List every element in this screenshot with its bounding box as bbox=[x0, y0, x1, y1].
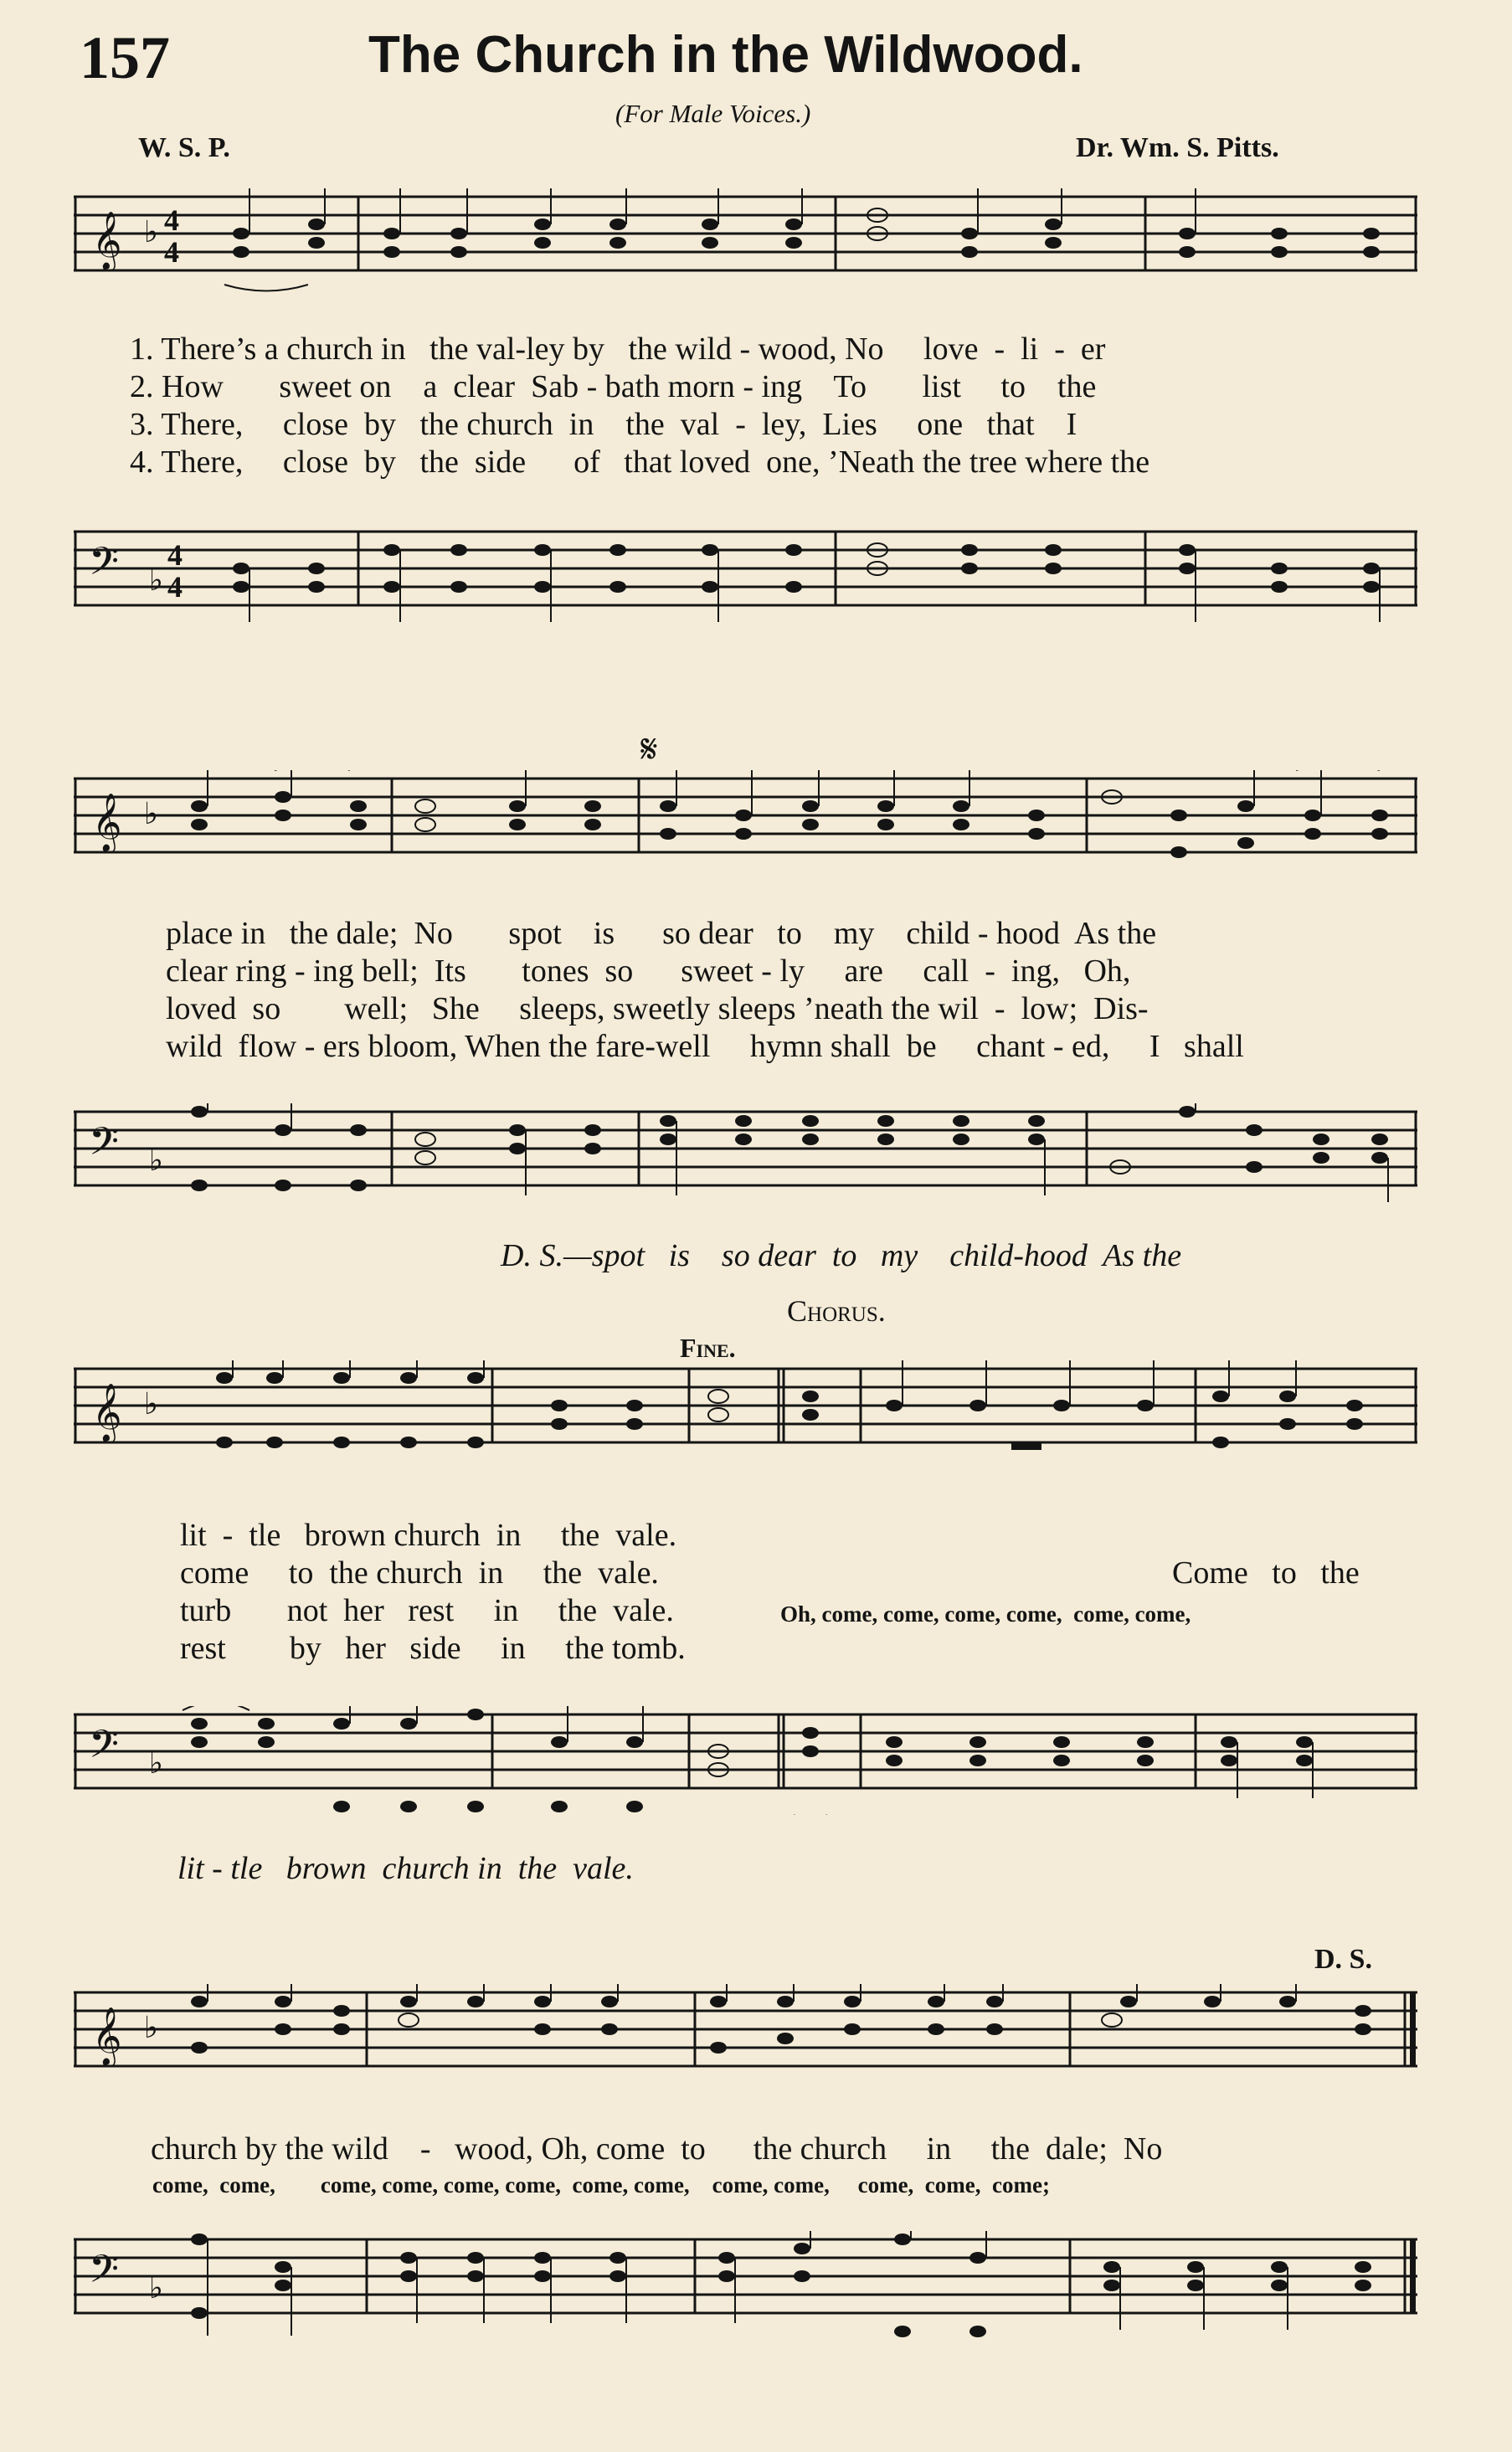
svg-text:𝄢: 𝄢 bbox=[89, 1724, 120, 1776]
svg-text:♭: ♭ bbox=[149, 563, 163, 597]
svg-text:♭: ♭ bbox=[144, 1387, 158, 1421]
hymn-title: The Church in the Wildwood. bbox=[368, 26, 1083, 84]
treble-staff-system-1 bbox=[74, 188, 1417, 297]
words-author: W. S. P. bbox=[138, 132, 230, 163]
verse-2-line-3: come to the church in the vale. bbox=[180, 1555, 659, 1591]
svg-text:𝄞: 𝄞 bbox=[92, 213, 122, 268]
svg-text:4: 4 bbox=[164, 203, 179, 237]
verse-2-line-1: 2. How sweet on a clear Sab - bath morn - ing To list to the bbox=[130, 369, 1097, 404]
svg-text:𝄞: 𝄞 bbox=[92, 1385, 122, 1440]
svg-text:4: 4 bbox=[167, 570, 183, 604]
svg-text:4: 4 bbox=[164, 235, 179, 269]
fine-label: Fine. bbox=[680, 1333, 736, 1363]
svg-text:♭: ♭ bbox=[149, 1144, 163, 1177]
bass-staff-system-1 bbox=[74, 523, 1417, 632]
bass-staff-system-2 bbox=[74, 1103, 1417, 1212]
svg-text:♭: ♭ bbox=[149, 2271, 163, 2305]
hymn-number: 157 bbox=[80, 24, 170, 91]
svg-text:4: 4 bbox=[167, 538, 183, 572]
voice-note: (For Male Voices.) bbox=[615, 99, 811, 128]
svg-text:𝄢: 𝄢 bbox=[89, 2249, 120, 2300]
svg-text:𝄢: 𝄢 bbox=[89, 1121, 120, 1173]
segno-sign: 𝄋 bbox=[640, 727, 658, 772]
verse-2-line-2: clear ring - ing bell; Its tones so sweet - ly are call - ing, Oh, bbox=[166, 954, 1131, 989]
treble-staff-system-2 bbox=[74, 770, 1417, 879]
svg-text:♭: ♭ bbox=[149, 1746, 163, 1780]
chorus-words: Come to the bbox=[1172, 1555, 1360, 1591]
treble-staff-system-4 bbox=[74, 1984, 1417, 2093]
bass-echo-2: come, come, come, come, come, come, come, come, come, come, come, come, come; bbox=[152, 2172, 1050, 2198]
ds-label: D. S. bbox=[1314, 1944, 1372, 1975]
treble-staff-system-3 bbox=[74, 1360, 1417, 1469]
chorus-label: Chorus. bbox=[787, 1294, 886, 1328]
verse-3-line-2: loved so well; She sleeps, sweetly sleeps ’neath the wil - low; Dis- bbox=[166, 991, 1149, 1026]
bass-echo-1: Oh, come, come, come, come, come, come, bbox=[780, 1601, 1191, 1627]
bass-staff-system-4 bbox=[74, 2231, 1417, 2340]
verse-4-line-1: 4. There, close by the side of that loved one, ’Neath the tree where the bbox=[130, 445, 1150, 480]
svg-text:♭: ♭ bbox=[144, 215, 158, 249]
svg-text:♭: ♭ bbox=[144, 2011, 158, 2044]
chorus-words-line: church by the wild - wood, Oh, come to the church in the dale; No bbox=[151, 2131, 1163, 2167]
verse-1-line-2: place in the dale; No spot is so dear to my child - hood As the bbox=[166, 916, 1157, 951]
svg-text:𝄞: 𝄞 bbox=[92, 2008, 122, 2064]
ds-text-line: D. S.—spot is so dear to my child-hood As the bbox=[501, 1238, 1182, 1273]
svg-text:𝄞: 𝄞 bbox=[92, 794, 122, 850]
svg-text:𝄢: 𝄢 bbox=[89, 541, 120, 593]
music-author: Dr. Wm. S. Pitts. bbox=[1076, 132, 1279, 163]
verse-4-line-3: rest by her side in the tomb. bbox=[180, 1631, 686, 1666]
verse-1-line-3: lit - tle brown church in the vale. bbox=[180, 1518, 677, 1553]
verse-3-line-3: turb not her rest in the vale. bbox=[180, 1593, 674, 1628]
verse-3-line-1: 3. There, close by the church in the val - ley, Lies one that I bbox=[130, 407, 1077, 442]
verse-1-line-1: 1. There’s a church in the val-ley by the wild - wood, No love - li - er bbox=[130, 332, 1106, 367]
svg-text:♭: ♭ bbox=[144, 797, 158, 830]
verse-4-line-2: wild flow - ers bloom, When the fare-well hymn shall be chant - ed, I shall bbox=[166, 1029, 1244, 1064]
bass-lyric-line: lit - tle brown church in the vale. bbox=[177, 1851, 634, 1886]
bass-staff-system-3 bbox=[74, 1706, 1417, 1815]
